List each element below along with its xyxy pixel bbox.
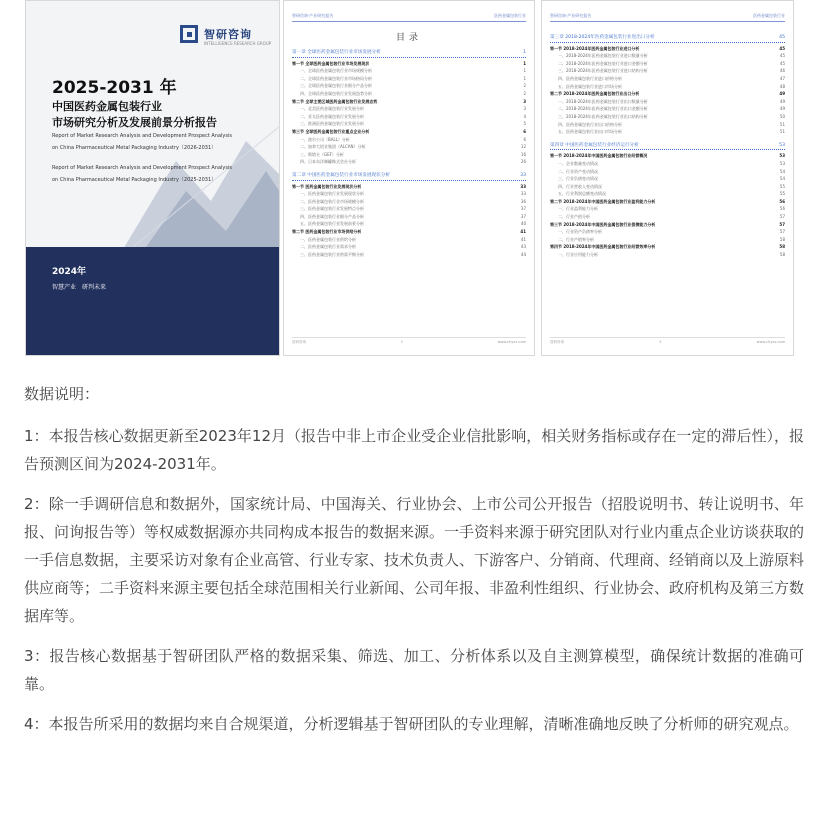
- toc-entry-title: 四、日本东洋制罐株式会社分析: [300, 159, 356, 165]
- toc-entry-title: 三、2018-2024年医药金属包装行业进口结构分析: [558, 68, 648, 74]
- toc-entry-title: 一、2018-2024年医药金属包装行业出口数量分析: [558, 98, 648, 104]
- toc-entry[interactable]: [550, 128, 785, 136]
- toc-entry[interactable]: [292, 151, 526, 159]
- toc-page-1[interactable]: [283, 0, 535, 356]
- toc-entry[interactable]: [292, 228, 526, 236]
- toc-entry-page: 41: [520, 236, 526, 242]
- toc-entry-title: 第二节 全球主要区域医药金属包装行业发展态势: [292, 98, 378, 104]
- toc-entry[interactable]: [550, 98, 785, 106]
- toc-entry-title: 一、企业数量变动情况: [558, 160, 598, 166]
- toc-list: [292, 49, 526, 258]
- toc-entry[interactable]: [550, 105, 785, 113]
- toc-entry-title: 二、2018-2024年医药金属包装行业出口金额分析: [558, 106, 648, 112]
- toc-entry-title: 四、医药金属包装行业出口价格分析: [558, 121, 622, 127]
- data-notes-heading: 数据说明：: [24, 385, 100, 403]
- toc-entry[interactable]: [292, 128, 526, 136]
- cover-report-year: 2024年: [52, 267, 87, 277]
- report-cover[interactable]: [25, 0, 280, 356]
- toc-entry-title: 四、全球医药金属包装行业发展趋势分析: [300, 90, 372, 96]
- toc-entry-page: 55: [779, 183, 785, 189]
- toc-header-left: 智研咨询·产业研究报告: [550, 13, 592, 18]
- toc-entry[interactable]: [292, 183, 526, 191]
- toc-entry-page: 54: [779, 168, 785, 174]
- toc-entry-page: 33: [520, 183, 526, 189]
- toc-entry[interactable]: [550, 142, 785, 151]
- toc-entry[interactable]: [292, 113, 526, 121]
- toc-page-2[interactable]: [541, 0, 794, 356]
- toc-header-right: 医药金属包装行业: [494, 13, 526, 18]
- toc-entry-title: 二、行业资产变动情况: [558, 168, 598, 174]
- toc-entry-page: 26: [520, 159, 526, 165]
- toc-entry-page: 40: [520, 221, 526, 227]
- toc-entry[interactable]: [550, 45, 785, 53]
- toc-entry-page: 2: [523, 83, 526, 89]
- toc-entry-page: 1: [523, 60, 526, 66]
- toc-entry-page: 1: [523, 50, 526, 55]
- toc-entry-page: 45: [779, 45, 785, 51]
- toc-entry-page: 49: [779, 91, 785, 97]
- toc-entry-page: 53: [779, 142, 785, 148]
- toc-entry-page: 37: [520, 206, 526, 212]
- toc-footer-url: www.chyxx.com: [497, 340, 526, 344]
- toc-entry-page: 57: [779, 221, 785, 227]
- toc-entry[interactable]: [550, 152, 785, 160]
- toc-entry-title: 一、行业应用能力分析: [558, 252, 598, 258]
- toc-entry-page: 6: [523, 136, 526, 142]
- toc-entry[interactable]: [550, 205, 785, 213]
- toc-entry-title: 第二章 中国医药金属包装行业市场发展现状分析: [292, 172, 390, 178]
- toc-entry-title: 第一节 2018-2024年中国医药金属包装行业经营概况: [550, 153, 648, 159]
- toc-entry[interactable]: [550, 183, 785, 191]
- toc-entry[interactable]: [550, 60, 785, 68]
- cover-slogan: 智慧产业 研判未来: [52, 284, 107, 291]
- toc-entry-title: 第二节 2018-2024年中国医药金属包装行业盈利能力分析: [550, 198, 656, 204]
- toc-entry-title: 第一节 医药金属包装行业发展现状分析: [292, 183, 362, 189]
- toc-entry-page: 51: [779, 129, 785, 135]
- toc-entry-page: 33: [520, 172, 526, 178]
- toc-page-footer: [292, 337, 526, 345]
- toc-entry-title: 一、全球医药金属包装行业市场规模分析: [300, 68, 372, 74]
- toc-entry-page: 37: [520, 213, 526, 219]
- toc-entry[interactable]: [292, 105, 526, 113]
- toc-entry-title: 四、医药金属包装行业细分产品分析: [300, 213, 364, 219]
- toc-entry[interactable]: [550, 221, 785, 229]
- toc-entry-page: 41: [520, 229, 526, 235]
- brand-subtitle: INTELLIGENCE RESEARCH GROUP: [204, 41, 272, 46]
- toc-entry-title: 二、全球医药金属包装行业市场格局分析: [300, 75, 372, 81]
- toc-entry[interactable]: [292, 198, 526, 206]
- toc-entry-page: 46: [779, 68, 785, 74]
- toc-entry-title: 二、行业产值分析: [558, 214, 590, 220]
- toc-footer-url: www.chyxx.com: [756, 340, 785, 344]
- toc-entry-title: 第二节 医药金属包装行业市场供给分析: [292, 229, 362, 235]
- toc-entry-title: 五、医药金属包装行业出口市场分析: [558, 129, 622, 135]
- toc-entry[interactable]: [550, 113, 785, 121]
- toc-entry[interactable]: [550, 160, 785, 168]
- cover-en-title-1b: on China Pharmaceutical Metal Packaging Industry（2026-2031）: [52, 145, 217, 151]
- toc-entry-page: 3: [523, 106, 526, 112]
- data-note-3: 3：报告核心数据基于智研团队严格的数据采集、筛选、加工、分析体系以及自主测算模型，确保统计数据的准确可靠。: [24, 647, 804, 693]
- toc-entry-title: 第一节 全球医药金属包装行业市场发展现状: [292, 60, 370, 66]
- toc-entry[interactable]: [292, 98, 526, 106]
- toc-entry[interactable]: [292, 205, 526, 213]
- report-preview: [22, 0, 798, 360]
- toc-entry[interactable]: [550, 236, 785, 244]
- cover-years: 2025-2031 年: [52, 78, 177, 98]
- toc-entry-title: 一、波尔公司（BALL）分析: [300, 136, 350, 142]
- toc-entry-title: 三、医药金属包装行业发展特点分析: [300, 206, 364, 212]
- toc-entry[interactable]: [292, 243, 526, 251]
- toc-entry-title: 一、北美医药金属包装行业发展分析: [300, 106, 364, 112]
- toc-entry-title: 一、医药金属包装行业发展现状分析: [300, 191, 364, 197]
- toc-entry[interactable]: [550, 243, 785, 251]
- toc-entry[interactable]: [292, 67, 526, 75]
- toc-entry-page: 43: [520, 244, 526, 250]
- toc-entry-title: 三、欧洲医药金属包装行业发展分析: [300, 121, 364, 127]
- toc-entry-title: 五、医药金属包装行业发展前景分析: [300, 221, 364, 227]
- toc-entry[interactable]: [550, 75, 785, 83]
- toc-entry[interactable]: [292, 158, 526, 166]
- toc-entry-page: 47: [779, 75, 785, 81]
- cover-mountain-graphic: [116, 121, 280, 261]
- toc-entry-page: 56: [779, 206, 785, 212]
- toc-entry-page: 49: [779, 106, 785, 112]
- toc-entry-page: 58: [779, 252, 785, 258]
- toc-entry-page: 5: [523, 121, 526, 127]
- toc-entry-title: 四、医药金属包装行业进口价格分析: [558, 75, 622, 81]
- data-note-2: 2：除一手调研信息和数据外，国家统计局、中国海关、行业协会、上市公司公开报告（招股说明书、转让说明书、年报、问询报告等）等权威数据源亦共同构成本报告的数据来源。一手资料来源于研究团队对行业内重点企业访谈获取的一手信息数据，主要采访对象有企业高管、行业专家、技术负责人、下游客户、分销商、代理商、经销商以及上游原料供应商等；二手资料来源主要包括全球范围相关行业新闻、公司年报、非盈利性组织、行业协会、政府机构及第三方数据库等。: [24, 495, 805, 625]
- toc-entry[interactable]: [292, 82, 526, 90]
- toc-entry-page: 56: [779, 198, 785, 204]
- toc-entry-title: 三、医药金属包装行业供需平衡分析: [300, 251, 364, 257]
- toc-header-right: 医药金属包装行业: [753, 13, 785, 18]
- toc-entry-page: 48: [779, 83, 785, 89]
- toc-entry-page: 51: [779, 121, 785, 127]
- toc-entry-page: 58: [779, 244, 785, 250]
- toc-header-left: 智研咨询·产业研究报告: [292, 13, 334, 18]
- toc-entry-title: 二、行业产销率分析: [558, 236, 594, 242]
- toc-entry-title: 一、医药金属包装行业供给分析: [300, 236, 356, 242]
- data-note-4: 4：本报告所采用的数据均来自合规渠道，分析逻辑基于智研团队的专业理解，清晰准确地反映了分析师的研究观点。: [24, 715, 799, 733]
- toc-entry-title: 二、加拿大铝业集团（ALCAN）分析: [300, 144, 366, 150]
- toc-entry-title: 三、行业负债变动情况: [558, 176, 598, 182]
- toc-entry[interactable]: [550, 121, 785, 129]
- toc-entry[interactable]: [292, 213, 526, 221]
- toc-entry[interactable]: [550, 213, 785, 221]
- toc-entry[interactable]: [292, 49, 526, 58]
- toc-entry-title: 第三节 全球医药金属包装行业重点企业分析: [292, 128, 370, 134]
- cover-en-title-2b: on China Pharmaceutical Metal Packaging Industry（2025-2031）: [52, 177, 217, 183]
- cover-en-title-2a: Report of Market Research Analysis and Development Prospect Analysis: [52, 165, 232, 171]
- toc-entry[interactable]: [550, 251, 785, 259]
- toc-list: [550, 34, 785, 259]
- toc-entry-title: 一、行业盈利能力分析: [558, 206, 598, 212]
- toc-entry-page: 44: [520, 251, 526, 257]
- toc-entry-page: 45: [779, 60, 785, 66]
- toc-entry-page: 57: [779, 214, 785, 220]
- toc-entry-page: 55: [779, 191, 785, 197]
- toc-entry-title: 第四章 中国医药金属包装行业经济运行分析: [550, 142, 639, 148]
- toc-entry-title: 二、医药金属包装行业市场规模分析: [300, 198, 364, 204]
- toc-entry-title: 二、亚太医药金属包装行业发展分析: [300, 113, 364, 119]
- toc-entry-title: 二、医药金属包装行业需求分析: [300, 244, 356, 250]
- toc-entry-title: 第三章 2018-2024年医药金属包装行业进出口分析: [550, 35, 655, 40]
- toc-entry-page: 58: [779, 236, 785, 242]
- toc-entry[interactable]: [292, 136, 526, 144]
- cover-title-line1: 中国医药金属包装行业: [52, 100, 162, 113]
- toc-entry-page: 16: [520, 151, 526, 157]
- toc-entry-title: 第四节 2018-2024年中国医药金属包装行业经营效率分析: [550, 244, 656, 250]
- toc-entry[interactable]: [292, 251, 526, 259]
- toc-footer-left: 智研咨询: [550, 340, 564, 344]
- toc-entry-title: 五、医药金属包装行业进口市场分析: [558, 83, 622, 89]
- toc-entry-page: 2: [523, 90, 526, 96]
- toc-entry[interactable]: [292, 236, 526, 244]
- toc-entry[interactable]: [292, 143, 526, 151]
- toc-entry-page: 50: [779, 113, 785, 119]
- toc-entry-page: 33: [520, 191, 526, 197]
- toc-page-header: [550, 1, 785, 22]
- toc-entry-title: 一、2018-2024年医药金属包装行业进口数量分析: [558, 53, 648, 59]
- toc-entry-title: 四、行业营收入变动情况: [558, 183, 602, 189]
- toc-entry[interactable]: [292, 90, 526, 98]
- toc-entry-page: 57: [779, 229, 785, 235]
- toc-entry-title: 三、2018-2024年医药金属包装行业出口结构分析: [558, 113, 648, 119]
- toc-entry[interactable]: [292, 120, 526, 128]
- toc-entry[interactable]: [550, 90, 785, 98]
- toc-entry[interactable]: [292, 172, 526, 181]
- toc-entry-page: 53: [779, 160, 785, 166]
- toc-entry[interactable]: [550, 190, 785, 198]
- toc-entry[interactable]: [550, 175, 785, 183]
- toc-entry[interactable]: [550, 168, 785, 176]
- cover-title-line2: 市场研究分析及发展前景分析报告: [52, 116, 217, 129]
- brand-name: 智研咨询: [204, 28, 252, 41]
- toc-entry[interactable]: [292, 220, 526, 228]
- toc-entry-page: 1: [523, 75, 526, 81]
- toc-entry-page: 45: [779, 35, 785, 40]
- toc-entry[interactable]: [550, 34, 785, 43]
- toc-entry-page: 36: [520, 198, 526, 204]
- toc-page-footer: [550, 337, 785, 345]
- toc-entry-title: 一、行业资产负债率分析: [558, 229, 602, 235]
- toc-footer-page: 2: [659, 340, 662, 344]
- toc-entry-page: 12: [520, 144, 526, 150]
- toc-entry-title: 第二节 2018-2024年医药金属包装行业出口分析: [550, 91, 640, 97]
- toc-entry-page: 54: [779, 176, 785, 182]
- toc-entry[interactable]: [292, 190, 526, 198]
- toc-entry-page: 49: [779, 98, 785, 104]
- toc-title: 目录: [395, 33, 422, 43]
- toc-entry[interactable]: [550, 67, 785, 75]
- toc-entry-title: 五、行业利润总额变动情况: [558, 191, 606, 197]
- data-notes: [24, 380, 804, 750]
- cover-en-title-1a: Report of Market Research Analysis and Development Prospect Analysis: [52, 133, 232, 139]
- toc-entry-page: 1: [523, 68, 526, 74]
- toc-entry-title: 二、2018-2024年医药金属包装行业进口金额分析: [558, 60, 648, 66]
- brand-logo-icon: [180, 25, 198, 43]
- toc-entry-title: 三、全球医药金属包装行业细分产品分析: [300, 83, 372, 89]
- toc-entry[interactable]: [292, 75, 526, 83]
- toc-footer-left: 智研咨询: [292, 340, 306, 344]
- toc-entry-title: 第一章 全球医药金属包装行业市场发展分析: [292, 50, 381, 55]
- toc-entry-page: 6: [523, 128, 526, 134]
- toc-entry-title: 第三节 2018-2024年中国医药金属包装行业偿债能力分析: [550, 221, 656, 227]
- toc-entry-title: 三、斯塔夫（GEF）分析: [300, 151, 344, 157]
- toc-entry-title: 第一节 2018-2024年医药金属包装行业进口分析: [550, 45, 640, 51]
- data-note-1: 1：本报告核心数据更新至2023年12月（报告中非上市企业受企业信批影响，相关财务指标或存在一定的滞后性），报告预测区间为2024-2031年。: [24, 427, 804, 473]
- toc-entry[interactable]: [550, 52, 785, 60]
- toc-page-header: [292, 1, 526, 22]
- toc-entry[interactable]: [550, 198, 785, 206]
- toc-entry-page: 53: [779, 153, 785, 159]
- toc-entry[interactable]: [550, 228, 785, 236]
- toc-entry-page: 3: [523, 98, 526, 104]
- toc-entry-page: 45: [779, 53, 785, 59]
- toc-footer-page: 1: [400, 340, 403, 344]
- toc-entry[interactable]: [550, 83, 785, 91]
- toc-entry[interactable]: [292, 60, 526, 68]
- toc-entry-page: 4: [523, 113, 526, 119]
